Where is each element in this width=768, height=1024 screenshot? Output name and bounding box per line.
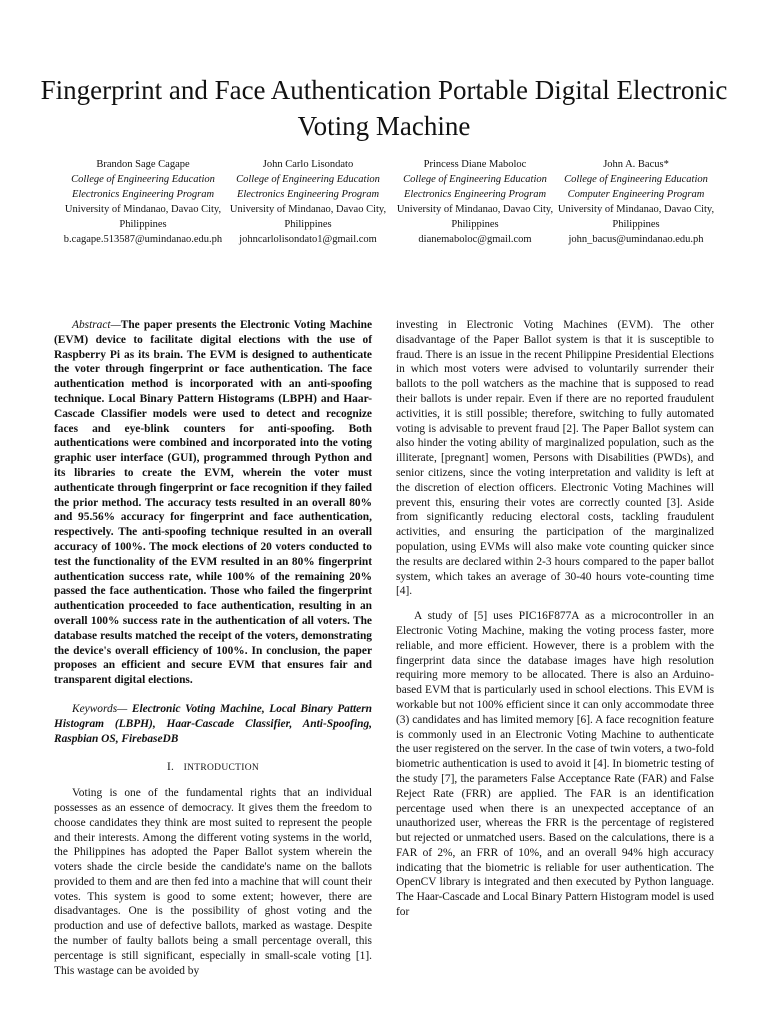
author-name: John Carlo Lisondato <box>262 159 354 170</box>
author-program: Electronics Engineering Program <box>403 189 547 200</box>
author-college: College of Engineering Education <box>564 174 708 185</box>
author-name: John A. Bacus* <box>603 159 669 170</box>
author-name: Brandon Sage Cagape <box>96 159 190 170</box>
author-program: Electronics Engineering Program <box>71 189 215 200</box>
author-email: johncarlolisondato1@gmail.com <box>239 234 377 245</box>
left-column <box>54 318 372 978</box>
intro-paragraph: Voting is one of the fundamental rights that an individual possesses as an essence of democracy. It gives them the freedom to choose candidates they think are most suited to represent the people and their interests. Among the different voting systems in the world, the Philippines has adopted the Paper Ballot system wherein the voters shade the circle beside the candidate's name on the ballots provided to them and are then fed into a machine that will count their votes. This system is good to some extent; however, there are disadvantages. One is the possibility of ghost voting and the production and use of defective ballots, marked as wastage. Despite the number of faulty ballots being a small percentage overall, this percentage is still significant, especially in small-scale voting [1]. This wastage can be avoided by <box>54 787 372 977</box>
section-title: INTRODUCTION <box>183 763 260 774</box>
author-program: Electronics Engineering Program <box>236 189 380 200</box>
abstract-text: The paper presents the Electronic Voting Machine (EVM) device to facilitate digital elections with the use of Raspberry Pi as its brain. The EVM is designed to authenticate the voter through fingerprint or face authentication. The face authentication method is incorporated with an anti-spoofing technique. Local Binary Pattern Histograms (LBPH) and Haar-Cascade Classifier models were used to detect and recognize faces and eye-blink counters for anti-spoofing. Both authentications were combined and incorporated into the voting graphic user interface (GUI), programmed through Python and its libraries to create the EVM, wherein the voter must authenticate through fingerprint or face recognition if they failed the prior method. The accuracy tests resulted in an overall 80% and 95.56% accuracy for fingerprint and face authentication, respectively. The anti-spoofing technique resulted in an overall accuracy of 100%. The mock elections of 20 voters conducted to test the functionality of the EVM resulted in an 80% fingerprint authentication success rate, while 100% of the remaining 20% passed the face authentication. Those who failed the fingerprint authentication proceeded to face authentication, resulting in an overall 100% success rate in the authentication of all voters. The database results matched the receipt of the voters, demonstrating the device's overall efficiency of 100%. In conclusion, the paper proposes an efficient and secure EVM that ensures fair and transparent digital elections. <box>54 319 372 687</box>
section-heading <box>54 760 372 776</box>
author-program: Computer Engineering Program <box>567 189 705 200</box>
paper-title: Fingerprint and Face Authentication Portable Digital Electronic Voting Machine <box>40 75 728 141</box>
author-block <box>395 157 555 247</box>
author-university: University of Mindanao, Davao City, Philippines <box>229 204 387 230</box>
body-paragraph: investing in Electronic Voting Machines (EVM). The other disadvantage of the Paper Ballot system is that it is susceptible to fraud. There is an issue in the recent Philippine Presidential Elections in which most voters were advised to voluntarily surrender their ballots to the poll watchers as the machine that is supposed to read their ballots is under repair. Even if there are no reported fraudulent activities, it is still possible; therefore, switching to fully automated voting is advisable to prevent fraud [2]. The Paper Ballot system can also hinder the voting ability of marginalized population, such as the illiterate, [pregnant] women, Persons with Disabilities (PWDs), and senior citizens, since the voting interpretation and validity is left at the discretion of election officers. Electronic Voting Machines will prevent this, ensuring their votes are correctly counted [3]. Aside from significantly reducing electoral costs, tackling fraudulent activities, and ensuring the participation of the marginalized population, using EVMs will also make vote counting quicker since the results are declared within 2-3 hours compared to the paper ballot system, which takes an average of 30-40 hours vote-counting time [4]. <box>396 319 714 598</box>
author-email: dianemaboloc@gmail.com <box>418 234 532 245</box>
keywords <box>54 702 372 746</box>
author-college: College of Engineering Education <box>71 174 215 185</box>
right-column <box>396 318 714 920</box>
author-university: University of Mindanao, Davao City, Philippines <box>64 204 222 230</box>
author-block <box>63 157 223 247</box>
author-block <box>228 157 388 247</box>
author-email: john_bacus@umindanao.edu.ph <box>568 234 704 245</box>
author-college: College of Engineering Education <box>236 174 380 185</box>
author-university: University of Mindanao, Davao City, Philippines <box>396 204 554 230</box>
author-name: Princess Diane Maboloc <box>423 159 527 170</box>
section-number: I. <box>166 761 175 774</box>
keywords-label: Keywords— <box>72 702 128 715</box>
author-email: b.cagape.513587@umindanao.edu.ph <box>63 234 223 245</box>
abstract-label: Abstract— <box>72 319 121 331</box>
body-paragraph: A study of [5] uses PIC16F877A as a microcontroller in an Electronic Voting Machine, making the voting process faster, more reliable, and more efficient. However, there is a problem with the fingerprint data since the database images have high resolution requiring more memory to be allocated. There is also an Arduino-based EVM that is particularly used in school elections. This EVM is workable but not 100% efficient since it can only accommodate three (3) candidates and has limited memory [6]. A face recognition feature is commonly used in an Electronic Voting Machine to authenticate the user registered on the server. In the case of twin voters, a two-fold biometric authentication is used to avoid it [4]. In biometric testing of the study [7], the parameters False Acceptance Rate (FAR) and False Reject Rate (FRR) are applied. The FAR is an identification percentage used when there is an unexpected acceptance of an unauthorized user, whereas the FRR is the percentage of registered but rejected or unmatched users. Based on the calculations, there is a FAR of 2%, an FRR of 10%, and an overall 94% high accuracy indicating that the biometric is reliable for user authentication. The OpenCV library is integrated and then executed by Python language. The Haar-Cascade and Local Binary Pattern Histogram model is used for <box>396 610 714 919</box>
abstract <box>54 318 372 688</box>
author-college: College of Engineering Education <box>403 174 547 185</box>
keywords-text: Electronic Voting Machine, Local Binary Pattern Histogram (LBPH), Haar-Cascade Classifier, Anti-Spoofing, Raspbian OS, FirebaseDB <box>54 702 372 745</box>
author-block <box>556 157 716 247</box>
author-university: University of Mindanao, Davao City, Philippines <box>557 204 715 230</box>
